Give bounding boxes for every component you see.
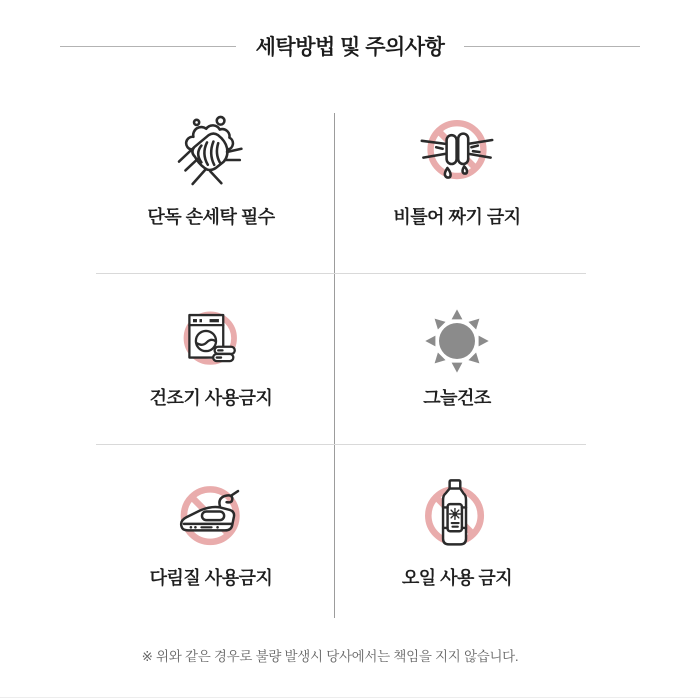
title-right-rule: [464, 46, 640, 47]
care-label: 그늘건조: [423, 388, 491, 408]
no-wring-icon: [417, 112, 497, 192]
care-item-hand-wash: [88, 95, 334, 273]
shade-dry-icon: [421, 305, 493, 377]
care-item-no-wring: [334, 95, 580, 273]
page-title: 세탁방법 및 주의사항: [255, 36, 445, 59]
care-label: 오일 사용 금지: [401, 568, 513, 588]
vertical-divider: [334, 113, 335, 618]
horizontal-divider-2: [96, 444, 586, 445]
horizontal-divider-1: [96, 273, 586, 274]
title-row: [60, 30, 640, 62]
title-left-rule: [60, 46, 236, 47]
care-item-no-dryer: [88, 273, 334, 444]
care-label: 다림질 사용금지: [149, 568, 273, 588]
no-dryer-icon: [175, 305, 247, 377]
no-oil-icon: [416, 473, 498, 555]
hand-wash-icon: [171, 112, 251, 192]
care-label: 건조기 사용금지: [149, 388, 273, 408]
bottom-rule: [0, 697, 700, 698]
care-item-shade-dry: [334, 273, 580, 444]
care-item-no-iron: [88, 444, 334, 618]
footer-disclaimer: ※ 위와 같은 경우로 불량 발생시 당사에서는 책임을 지지 않습니다.: [141, 649, 519, 664]
care-label: 단독 손세탁 필수: [147, 207, 275, 227]
no-iron-icon: [170, 473, 252, 555]
care-grid: [88, 95, 580, 618]
care-label: 비틀어 짜기 금지: [393, 207, 521, 227]
care-item-no-oil: [334, 444, 580, 618]
